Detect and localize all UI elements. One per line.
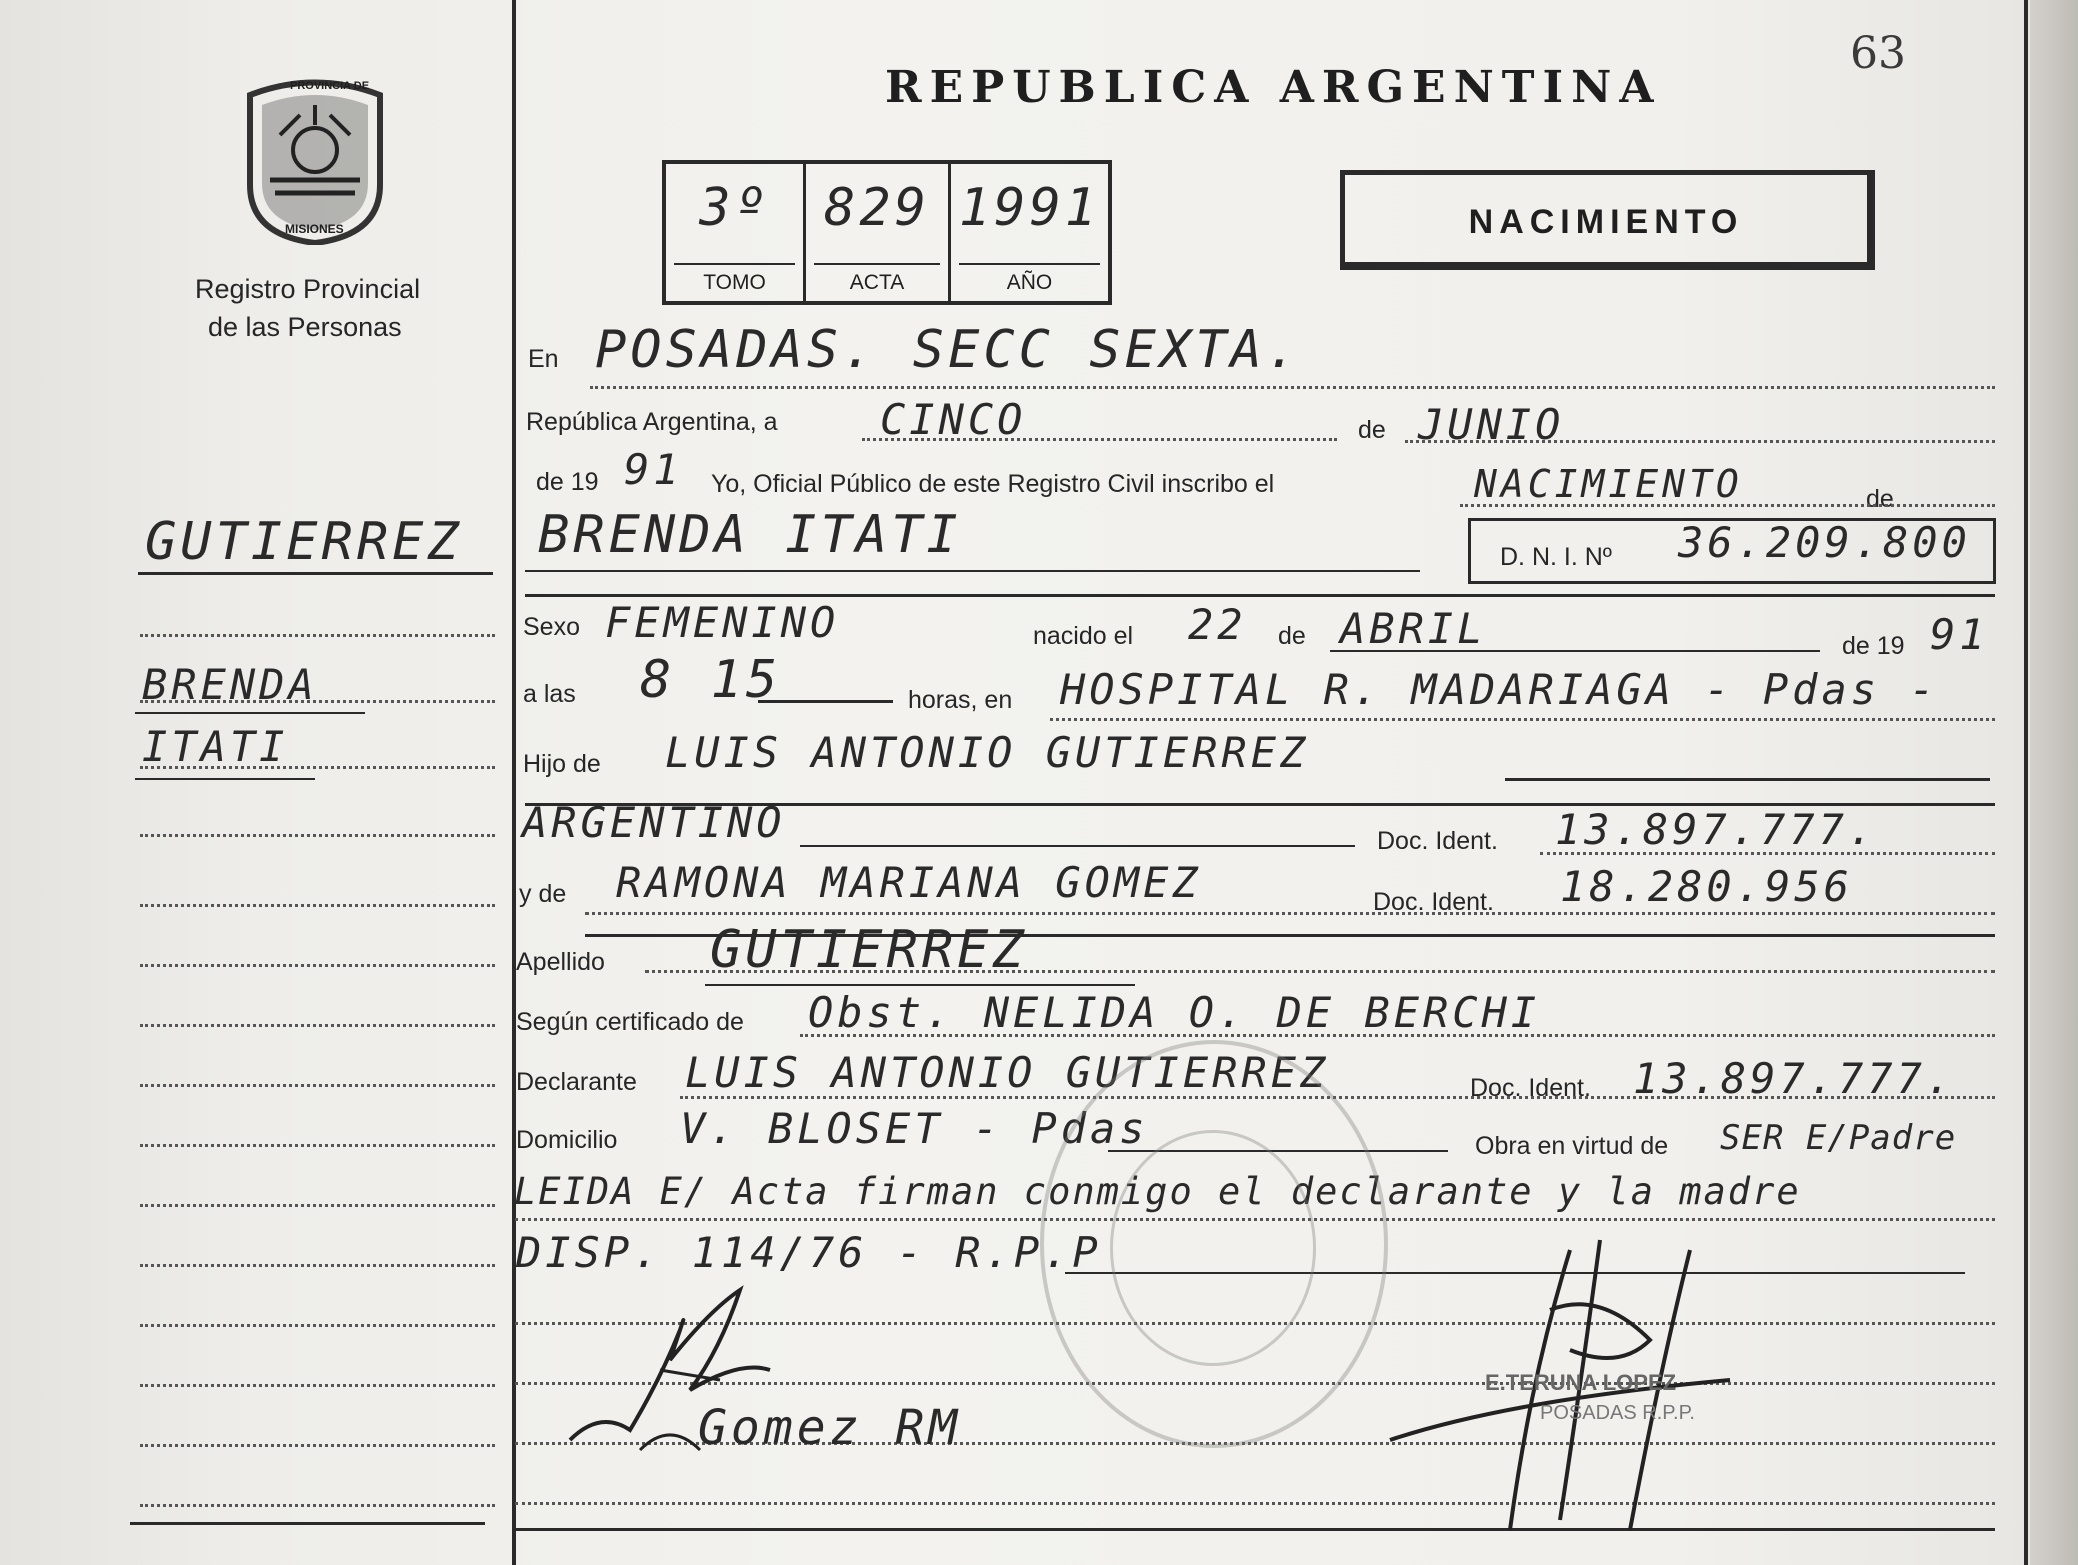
republica-label: República Argentina, a <box>526 408 778 436</box>
margin-bottom-line <box>130 1522 485 1525</box>
yo-label: Yo, Oficial Público de este Registro Civil inscribo el <box>711 470 1275 498</box>
sexo-label: Sexo <box>523 613 580 641</box>
margin-line <box>140 1324 495 1327</box>
hijo-label: Hijo de <box>523 750 601 778</box>
obra-value: SER E/Padre <box>1720 1118 1957 1158</box>
tomo-label: TOMO <box>703 271 766 294</box>
blank-line <box>515 1502 1995 1505</box>
padre-doc: 13.897.777. <box>1555 805 1878 854</box>
en-label: En <box>528 345 559 373</box>
acta-cell <box>806 164 951 301</box>
domicilio-label: Domicilio <box>516 1126 618 1154</box>
lugar-value: HOSPITAL R. MADARIAGA - Pdas - <box>1060 665 1939 714</box>
declarante-doc-label: Doc. Ident. <box>1470 1074 1591 1102</box>
acta-label: ACTA <box>849 271 905 294</box>
seal-text-bottom: MISIONES <box>285 222 344 236</box>
madre-doc-label: Doc. Ident. <box>1373 888 1494 916</box>
registry-stamp-inner <box>1110 1130 1316 1366</box>
bottom-rule <box>515 1528 1995 1531</box>
section-rule <box>525 594 1995 597</box>
margin-line <box>140 904 495 907</box>
margin-surname-underline <box>138 572 493 575</box>
anio-value: 1991 <box>958 178 1101 238</box>
dni-label: D. N. I. Nº <box>1500 543 1612 571</box>
nombre-value: BRENDA ITATI <box>538 505 962 565</box>
madre-value: RAMONA MARIANA GOMEZ <box>616 858 1202 907</box>
anio-cell <box>951 164 1108 301</box>
apellido-label: Apellido <box>516 948 605 976</box>
horas-label: horas, en <box>908 686 1013 714</box>
en-line <box>590 386 1995 389</box>
padre-value: LUIS ANTONIO GUTIERREZ <box>665 728 1310 777</box>
margin-name2-underline <box>135 778 315 780</box>
anio-value: 91 <box>624 445 683 494</box>
margin-name1-underline <box>135 712 365 714</box>
margin-line <box>140 964 495 967</box>
page-right-edge <box>2030 0 2078 1565</box>
apellido-line <box>645 970 1995 973</box>
declarante-label: Declarante <box>516 1068 637 1096</box>
declarante-line <box>680 1096 1995 1099</box>
en-value: POSADAS. SECC SEXTA. <box>595 320 1302 380</box>
oficial-place: POSADAS R.P.P. <box>1540 1402 1695 1424</box>
padre-doc-line <box>1540 852 1995 855</box>
mes-line <box>1405 440 1995 443</box>
segun-label: Según certificado de <box>516 1008 744 1036</box>
lugar-line <box>1050 718 1995 721</box>
margin-line <box>140 834 495 837</box>
provincial-seal-icon <box>240 75 390 245</box>
record-type-label: NACIMIENTO <box>1468 203 1744 241</box>
padre-doc-label: Doc. Ident. <box>1377 827 1498 855</box>
tomo-cell <box>666 164 806 301</box>
de-label: de <box>1358 416 1386 444</box>
acta-value: 829 <box>824 178 930 238</box>
nacido-mes-line <box>1330 650 1820 652</box>
margin-line <box>140 700 495 703</box>
margin-line <box>140 1264 495 1267</box>
segun-value: Obst. NELIDA O. DE BERCHI <box>808 988 1541 1037</box>
dni-value: 36.209.800 <box>1678 518 1971 567</box>
mes-value: JUNIO <box>1418 400 1565 449</box>
nacionalidad-line <box>800 845 1355 847</box>
document-title: REPUBLICA ARGENTINA <box>885 62 1662 113</box>
registry-name-line2: de las Personas <box>208 312 402 342</box>
apellido-value: GUTIERREZ <box>710 920 1028 980</box>
declarante-value: LUIS ANTONIO GUTIERREZ <box>685 1048 1330 1097</box>
padre-nacionalidad: ARGENTINO <box>522 798 786 847</box>
record-type-box <box>1340 170 1875 270</box>
dia-line <box>862 438 1337 441</box>
margin-line <box>140 1504 495 1507</box>
nacido-dia: 22 <box>1188 600 1247 649</box>
margin-line <box>140 1024 495 1027</box>
margin-line <box>140 634 495 637</box>
margin-line <box>140 1384 495 1387</box>
inscribo-line <box>1460 504 1995 507</box>
margin-line <box>140 1084 495 1087</box>
sexo-value: FEMENINO <box>605 598 840 647</box>
page-number: 63 <box>1850 28 1906 79</box>
segun-line <box>800 1034 1995 1037</box>
tomo-value: 3º <box>699 178 770 238</box>
nombre-line <box>525 570 1420 572</box>
right-border-line <box>2024 0 2028 1565</box>
record-number-box <box>662 160 1112 305</box>
nacido-anio: 91 <box>1930 610 1989 659</box>
yde-label: y de <box>519 880 567 908</box>
margin-name1: BRENDA <box>142 660 318 709</box>
nota-linea1: LEIDA E/ Acta firman conmigo el declarante y la madre <box>514 1170 1801 1213</box>
margin-line <box>140 1144 495 1147</box>
nacido-de19-label: de 19 <box>1842 632 1905 660</box>
dia-value: CINCO <box>880 395 1027 444</box>
margin-line <box>140 1204 495 1207</box>
domicilio-value: V. BLOSET - Pdas <box>680 1104 1149 1153</box>
seal-text-top: PROVINCIA DE <box>290 80 370 92</box>
madre-line <box>585 912 1995 915</box>
hora-line <box>758 700 893 703</box>
madre-doc: 18.280.956 <box>1560 862 1853 911</box>
de19-label: de 19 <box>536 468 599 496</box>
margin-surname: GUTIERREZ <box>145 512 463 572</box>
margin-line <box>140 766 495 769</box>
registry-name-line1: Registro Provincial <box>195 274 421 304</box>
margin-name2: ITATI <box>142 722 289 771</box>
oficial-name: E.TERUNA LOPEZ <box>1485 1370 1677 1395</box>
obra-label: Obra en virtud de <box>1475 1132 1669 1160</box>
hora-value: 8 15 <box>640 650 782 710</box>
nacido-label: nacido el <box>1033 622 1134 650</box>
firma-madre: Gomez RM <box>698 1400 962 1456</box>
nacido-mes: ABRIL <box>1340 604 1487 653</box>
alas-label: a las <box>523 680 576 708</box>
apellido-underline <box>705 984 1135 986</box>
anio-label: AÑO <box>1006 271 1053 294</box>
nacido-de-label: de <box>1278 622 1306 650</box>
nota-linea2: DISP. 114/76 - R.P.P <box>516 1228 1102 1277</box>
margin-line <box>140 1444 495 1447</box>
declarante-doc: 13.897.777. <box>1633 1054 1956 1103</box>
padre-line <box>1505 778 1990 781</box>
inscribo-value: NACIMIENTO <box>1474 462 1743 506</box>
de-label2: de <box>1866 485 1894 513</box>
left-column-divider <box>512 0 516 1565</box>
